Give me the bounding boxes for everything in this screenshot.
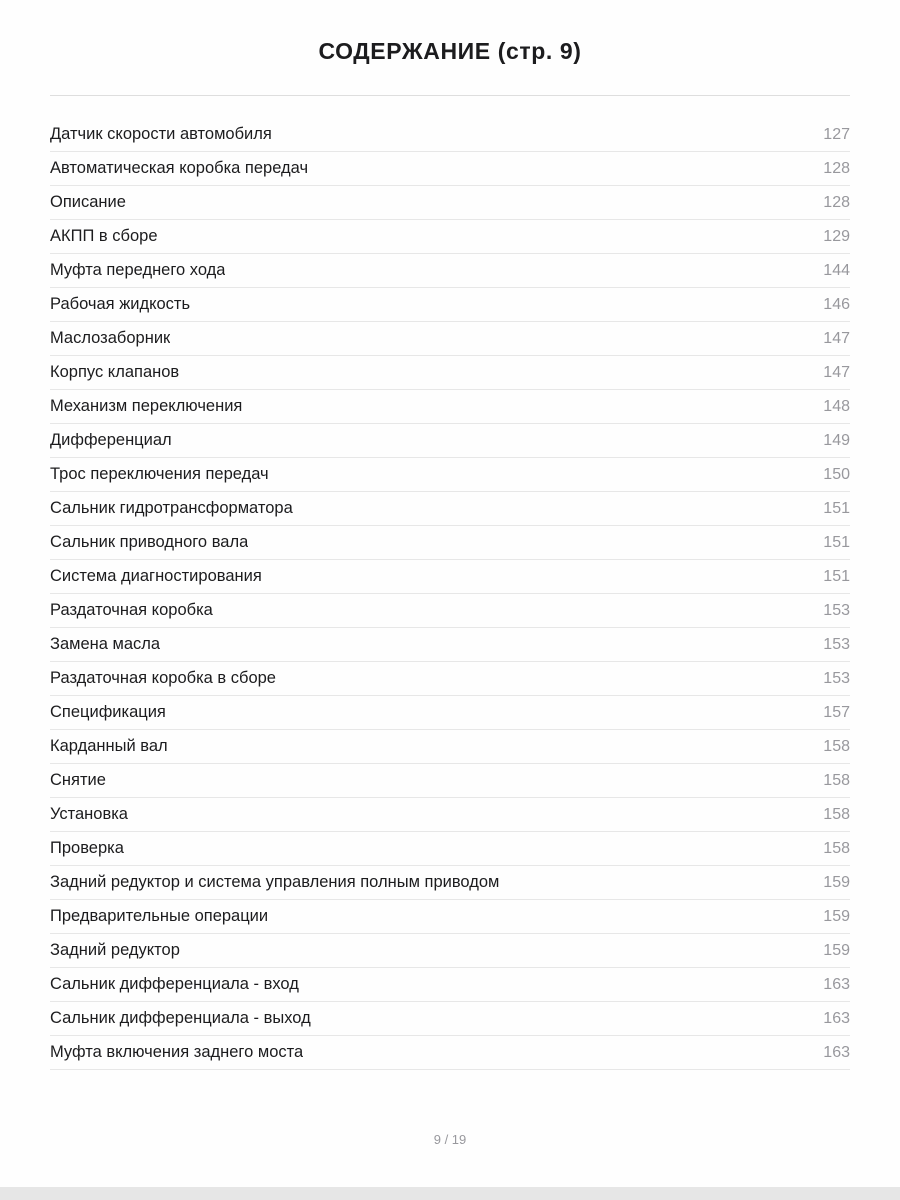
toc-entry-label: Дифференциал (50, 431, 172, 449)
toc-entry-row[interactable] (50, 934, 850, 968)
toc-entry-label: Раздаточная коробка (50, 601, 213, 619)
toc-entry-label: Раздаточная коробка в сборе (50, 669, 276, 687)
toc-entry-label: Муфта переднего хода (50, 261, 226, 279)
toc-entry-row[interactable] (50, 832, 850, 866)
toc-entry-row[interactable] (50, 220, 850, 254)
toc-entry-row[interactable] (50, 968, 850, 1002)
toc-entry-label: Корпус клапанов (50, 363, 180, 381)
toc-entry-row[interactable] (50, 628, 850, 662)
bottom-strip (0, 1187, 900, 1200)
toc-entry-page: 163 (823, 1009, 850, 1027)
toc-entry-label: Сальник дифференциала - выход (50, 1009, 311, 1027)
toc-entry-row[interactable] (50, 288, 850, 322)
toc-entry-page: 128 (823, 193, 850, 211)
toc-entry-label: Сальник приводного вала (50, 533, 249, 551)
toc-entry-row[interactable] (50, 492, 850, 526)
toc-entry-page: 146 (823, 295, 850, 313)
toc-entry-label: Замена масла (50, 635, 161, 653)
toc-entry-row[interactable] (50, 152, 850, 186)
toc-entry-row[interactable] (50, 424, 850, 458)
toc-entry-page: 150 (823, 465, 850, 483)
toc-entry-page: 129 (823, 227, 850, 245)
toc-entry-page: 153 (823, 601, 850, 619)
toc-entry-label: Механизм переключения (50, 397, 243, 415)
toc-entry-label: Описание (50, 193, 126, 211)
toc-entry-page: 153 (823, 635, 850, 653)
toc-list (50, 118, 850, 1070)
toc-entry-label: Автоматическая коробка передач (50, 159, 309, 177)
toc-entry-label: Муфта включения заднего моста (50, 1043, 304, 1061)
toc-entry-row[interactable] (50, 900, 850, 934)
toc-entry-row[interactable] (50, 730, 850, 764)
toc-entry-label: Карданный вал (50, 737, 168, 755)
toc-entry-label: Снятие (50, 771, 106, 789)
toc-entry-label: Сальник гидротрансформатора (50, 499, 293, 517)
toc-entry-page: 157 (823, 703, 850, 721)
toc-entry-row[interactable] (50, 662, 850, 696)
toc-entry-page: 149 (823, 431, 850, 449)
toc-entry-row[interactable] (50, 356, 850, 390)
toc-entry-row[interactable] (50, 1036, 850, 1070)
toc-entry-page: 158 (823, 737, 850, 755)
toc-entry-label: Предварительные операции (50, 907, 269, 925)
page-indicator: 9 / 19 (433, 1132, 467, 1147)
toc-entry-page: 163 (823, 975, 850, 993)
toc-entry-label: Трос переключения передач (50, 465, 269, 483)
toc-entry-label: Задний редуктор и система управления полным приводом (50, 873, 500, 891)
toc-entry-page: 159 (823, 907, 850, 925)
toc-entry-page: 151 (823, 567, 850, 585)
toc-entry-label: Рабочая жидкость (50, 295, 191, 313)
toc-entry-row[interactable] (50, 186, 850, 220)
toc-entry-row[interactable] (50, 560, 850, 594)
toc-entry-page: 159 (823, 873, 850, 891)
toc-entry-row[interactable] (50, 458, 850, 492)
toc-entry-row[interactable] (50, 798, 850, 832)
toc-entry-label: АКПП в сборе (50, 227, 158, 245)
toc-entry-page: 151 (823, 533, 850, 551)
toc-entry-row[interactable] (50, 696, 850, 730)
toc-entry-row[interactable] (50, 390, 850, 424)
title-divider (50, 95, 850, 96)
toc-entry-row[interactable] (50, 526, 850, 560)
toc-entry-row[interactable] (50, 254, 850, 288)
toc-entry-row[interactable] (50, 594, 850, 628)
toc-entry-label: Датчик скорости автомобиля (50, 125, 272, 143)
toc-entry-row[interactable] (50, 1002, 850, 1036)
toc-entry-page: 158 (823, 771, 850, 789)
toc-entry-page: 147 (823, 329, 850, 347)
toc-entry-page: 147 (823, 363, 850, 381)
toc-entry-page: 128 (823, 159, 850, 177)
toc-entry-page: 158 (823, 805, 850, 823)
toc-entry-page: 151 (823, 499, 850, 517)
toc-entry-page: 163 (823, 1043, 850, 1061)
toc-entry-page: 144 (823, 261, 850, 279)
toc-entry-label: Проверка (50, 839, 124, 857)
toc-entry-row[interactable] (50, 866, 850, 900)
toc-entry-page: 127 (823, 125, 850, 143)
toc-entry-page: 158 (823, 839, 850, 857)
page-title: СОДЕРЖАНИЕ (стр. 9) (318, 38, 582, 64)
toc-entry-label: Задний редуктор (50, 941, 180, 959)
toc-entry-label: Сальник дифференциала - вход (50, 975, 299, 993)
toc-entry-page: 159 (823, 941, 850, 959)
toc-entry-label: Установка (50, 805, 128, 823)
toc-entry-row[interactable] (50, 764, 850, 798)
toc-entry-label: Система диагностирования (50, 567, 262, 585)
toc-entry-label: Маслозаборник (50, 329, 171, 347)
toc-entry-label: Спецификация (50, 703, 166, 721)
toc-entry-page: 153 (823, 669, 850, 687)
toc-entry-page: 148 (823, 397, 850, 415)
toc-entry-row[interactable] (50, 322, 850, 356)
toc-entry-row[interactable] (50, 118, 850, 152)
